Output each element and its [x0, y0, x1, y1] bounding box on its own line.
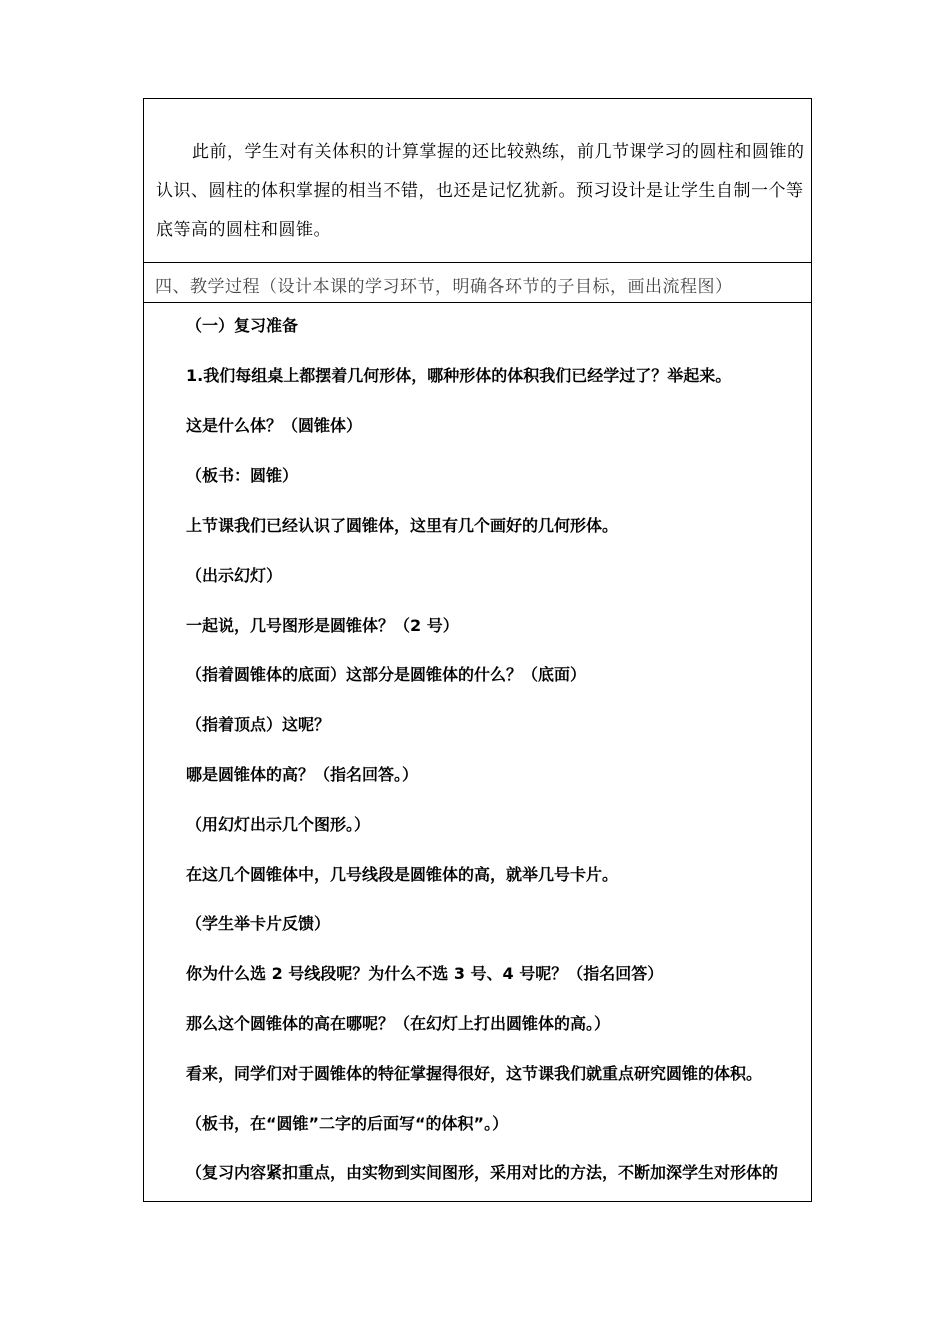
- section-heading-cell: [144, 263, 811, 303]
- process-line: 在这几个圆锥体中，几号线段是圆锥体的高，就举几号卡片。: [186, 865, 619, 884]
- process-line: 那么这个圆锥体的高在哪呢？（在幻灯上打出圆锥体的高。）: [186, 1014, 611, 1033]
- lesson-plan-table: [143, 98, 812, 1202]
- process-line: （指着圆锥体的底面）这部分是圆锥体的什么？（底面）: [186, 665, 587, 684]
- process-line: （学生举卡片反馈）: [186, 914, 331, 933]
- process-line: （一）复习准备: [186, 316, 299, 335]
- intro-cell: [144, 99, 811, 263]
- intro-line-1: 此前，学生对有关体积的计算掌握的还比较熟练，前几节课学习的圆柱和: [192, 142, 752, 162]
- process-line: （出示幻灯）: [186, 566, 283, 585]
- process-line: （板书：圆锥）: [186, 466, 299, 485]
- section-heading: 四、教学过程（设计本课的学习环节，明确各环节的子目标，画出流程图）: [155, 277, 733, 297]
- intro-line-2: 圆锥的认识、圆柱的体积掌握的相当不错，也还是记忆犹新。预习设计是让学: [156, 142, 805, 201]
- intro-line-3: 生自制一个等底等高的圆柱和圆锥。: [156, 181, 804, 240]
- process-line: 哪是圆锥体的高？（指名回答。）: [186, 765, 419, 784]
- intro-paragraph: [156, 133, 806, 250]
- process-line: 你为什么选 2 号线段呢？为什么不选 3 号、4 号呢？（指名回答）: [186, 964, 664, 983]
- process-line: （指着顶点）这呢？: [186, 715, 331, 734]
- process-line: 这是什么体？（圆锥体）: [186, 416, 363, 435]
- process-line: 1.我们每组桌上都摆着几何形体，哪种形体的体积我们已经学过了？举起来。: [186, 366, 732, 385]
- process-line: 上节课我们已经认识了圆锥体，这里有几个画好的几何形体。: [186, 516, 619, 535]
- process-line: （板书，在“圆锥”二字的后面写“的体积”。）: [186, 1114, 509, 1133]
- process-line: （用幻灯出示几个图形。）: [186, 815, 371, 834]
- process-line: 看来，同学们对于圆锥体的特征掌握得很好，这节课我们就重点研究圆锥的体积。: [186, 1064, 763, 1083]
- process-line: 一起说，几号图形是圆锥体？（2 号）: [186, 616, 459, 635]
- process-cell: [144, 303, 811, 1201]
- process-line: （复习内容紧扣重点，由实物到实间图形，采用对比的方法，不断加深学生对形体的: [186, 1163, 779, 1182]
